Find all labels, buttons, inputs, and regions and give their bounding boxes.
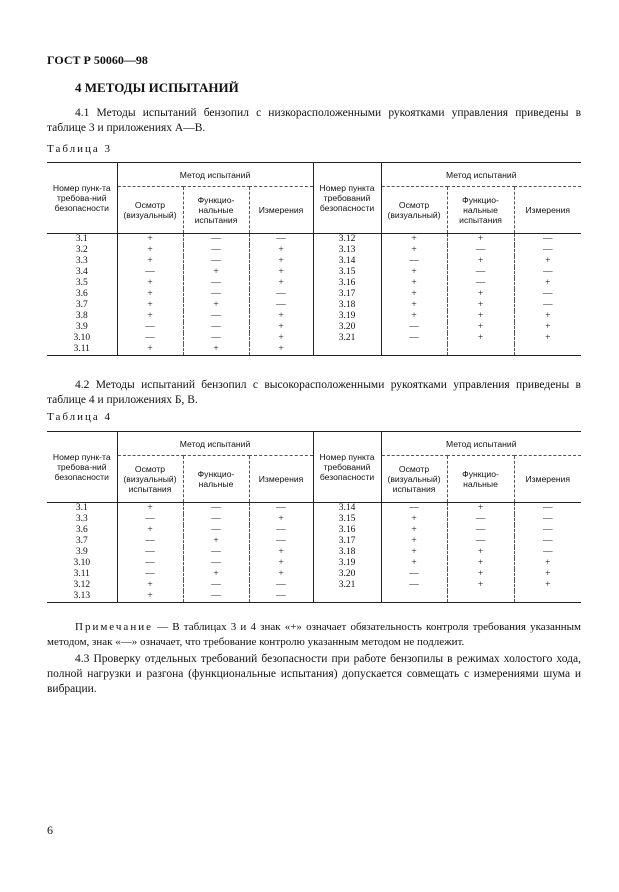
method-mark-cell: + xyxy=(249,311,313,322)
method-mark-cell: + xyxy=(545,558,551,568)
header-measurement: Измерения xyxy=(249,456,313,503)
note-label: Примечание xyxy=(75,621,153,633)
method-mark-cell: + xyxy=(249,344,313,356)
method-mark-cell: — xyxy=(183,289,249,300)
method-mark-cell: — xyxy=(543,234,553,244)
method-mark-cell: + xyxy=(117,300,183,311)
header-clause-number: Номер пунк-та требова-ний безопасности xyxy=(47,163,117,234)
header-functional: Функцио-нальные испытания xyxy=(447,187,514,234)
method-mark-cell: + xyxy=(447,256,514,267)
table-row xyxy=(47,333,581,344)
method-mark-cell: + xyxy=(545,569,551,579)
method-mark-cell: — xyxy=(183,514,249,525)
method-mark-cell: — xyxy=(183,245,249,256)
table-row xyxy=(47,300,581,311)
method-mark-cell: + xyxy=(249,322,313,333)
paragraph-4-1: 4.1 Методы испытаний бензопил с низкорасположенными рукоятками управления приведены в таблице 3 и приложениях А—В. xyxy=(47,107,581,134)
method-mark-cell: — xyxy=(447,267,514,278)
method-mark-cell xyxy=(514,591,581,603)
table-row xyxy=(47,525,581,536)
note-text: — В таблицах 3 и 4 знак «+» означает обязательность контроля требования указанным методом, знак «—» означает, что требование контролю указанным методом не подлежит. xyxy=(47,621,581,648)
method-mark-cell: + xyxy=(183,569,249,580)
method-mark-cell: + xyxy=(447,569,514,580)
method-mark-cell: + xyxy=(117,311,183,322)
method-mark-cell: + xyxy=(117,580,183,591)
section-title: 4 МЕТОДЫ ИСПЫТАНИЙ xyxy=(75,80,239,95)
method-mark-cell: — xyxy=(447,525,514,536)
method-mark-cell: + xyxy=(381,234,447,246)
method-mark-cell: + xyxy=(249,569,313,580)
table-row xyxy=(47,514,581,525)
method-mark-cell: + xyxy=(545,580,551,590)
table-row xyxy=(47,558,581,569)
method-mark-cell: + xyxy=(249,267,313,278)
method-mark-cell: — xyxy=(183,322,249,333)
method-mark-cell: — xyxy=(543,267,553,277)
clause-number-cell: 3.5 xyxy=(47,278,117,289)
table-row xyxy=(47,311,581,322)
clause-number-cell: 3.6 xyxy=(47,525,117,536)
header-measurement: Измерения xyxy=(249,187,313,234)
table-row xyxy=(47,580,581,591)
method-mark-cell xyxy=(514,344,581,356)
method-mark-cell: + xyxy=(381,311,447,322)
table-row xyxy=(47,267,581,278)
method-mark-cell: + xyxy=(447,300,514,311)
method-mark-cell: + xyxy=(447,503,514,515)
method-mark-cell: — xyxy=(183,503,249,515)
table-3 xyxy=(47,162,581,356)
method-mark-cell: — xyxy=(249,300,313,311)
clause-number-cell: 3.16 xyxy=(313,278,381,289)
method-mark-cell: — xyxy=(117,267,183,278)
method-mark-cell: — xyxy=(183,591,249,603)
method-mark-cell: + xyxy=(447,311,514,322)
method-mark-cell: + xyxy=(381,536,447,547)
clause-number-cell: 3.21 xyxy=(313,580,381,591)
table-row xyxy=(47,591,581,603)
method-mark-cell: + xyxy=(117,256,183,267)
method-mark-cell: — xyxy=(183,278,249,289)
clause-number-cell: 3.14 xyxy=(313,503,381,515)
clause-number-cell: 3.6 xyxy=(47,289,117,300)
clause-number-cell: 3.3 xyxy=(47,256,117,267)
method-mark-cell xyxy=(381,344,447,356)
method-mark-cell: — xyxy=(249,525,313,536)
method-mark-cell: + xyxy=(183,536,249,547)
header-clause-number: Номер пункта требований безопасности xyxy=(313,163,381,234)
method-mark-cell: — xyxy=(249,234,313,246)
clause-number-cell: 3.11 xyxy=(47,344,117,356)
method-mark-cell: — xyxy=(543,300,553,310)
method-mark-cell: — xyxy=(447,278,514,289)
clause-number-cell: 3.2 xyxy=(47,245,117,256)
table-row xyxy=(47,322,581,333)
method-mark-cell: + xyxy=(117,503,183,515)
table-row xyxy=(47,536,581,547)
method-mark-cell: + xyxy=(249,558,313,569)
method-mark-cell: — xyxy=(381,569,447,580)
document-header: ГОСТ Р 50060—98 xyxy=(47,53,148,67)
method-mark-cell: — xyxy=(249,289,313,300)
table3-body xyxy=(47,234,581,356)
method-mark-cell: + xyxy=(381,289,447,300)
clause-number-cell: 3.10 xyxy=(47,558,117,569)
clause-number-cell: 3.17 xyxy=(313,536,381,547)
method-mark-cell: + xyxy=(249,256,313,267)
table-row xyxy=(47,344,581,356)
header-inspection: Осмотр (визуальный) испытания xyxy=(381,456,447,503)
method-mark-cell: + xyxy=(447,558,514,569)
method-mark-cell: — xyxy=(381,322,447,333)
method-mark-cell: — xyxy=(183,234,249,246)
method-mark-cell: — xyxy=(543,245,553,255)
method-mark-cell: + xyxy=(249,333,313,344)
method-mark-cell: — xyxy=(381,580,447,591)
method-mark-cell: — xyxy=(543,503,553,513)
method-mark-cell: + xyxy=(381,558,447,569)
clause-number-cell: 3.7 xyxy=(47,536,117,547)
method-mark-cell: — xyxy=(543,536,553,546)
method-mark-cell: + xyxy=(183,267,249,278)
clause-number-cell: 3.17 xyxy=(313,289,381,300)
method-mark-cell: — xyxy=(183,256,249,267)
method-mark-cell: + xyxy=(545,256,551,266)
method-mark-cell: + xyxy=(381,245,447,256)
clause-number-cell: 3.7 xyxy=(47,300,117,311)
clause-number-cell: 3.9 xyxy=(47,322,117,333)
method-mark-cell: — xyxy=(117,322,183,333)
method-mark-cell: + xyxy=(117,278,183,289)
method-mark-cell: — xyxy=(183,580,249,591)
method-mark-cell: — xyxy=(543,289,553,299)
clause-number-cell: 3.19 xyxy=(313,311,381,322)
method-mark-cell: — xyxy=(183,311,249,322)
table-row xyxy=(47,547,581,558)
method-mark-cell: — xyxy=(117,514,183,525)
clause-number-cell: 3.10 xyxy=(47,333,117,344)
header-test-method: Метод испытаний xyxy=(117,163,313,187)
method-mark-cell: + xyxy=(249,547,313,558)
method-mark-cell: + xyxy=(381,514,447,525)
method-mark-cell: — xyxy=(249,503,313,515)
method-mark-cell: + xyxy=(117,234,183,246)
method-mark-cell: + xyxy=(117,289,183,300)
table-row xyxy=(47,569,581,580)
method-mark-cell: + xyxy=(545,311,551,321)
method-mark-cell: — xyxy=(543,547,553,557)
method-mark-cell: — xyxy=(183,525,249,536)
method-mark-cell: + xyxy=(249,278,313,289)
clause-number-cell: 3.18 xyxy=(313,300,381,311)
table3-label: Таблица 3 xyxy=(47,143,113,155)
clause-number-cell: 3.15 xyxy=(313,267,381,278)
method-mark-cell: — xyxy=(381,333,447,344)
clause-number-cell: 3.20 xyxy=(313,569,381,580)
clause-number-cell: 3.15 xyxy=(313,514,381,525)
header-inspection: Осмотр (визуальный) xyxy=(117,187,183,234)
header-inspection: Осмотр (визуальный) xyxy=(381,187,447,234)
clause-number-cell: 3.16 xyxy=(313,525,381,536)
clause-number-cell: 3.8 xyxy=(47,311,117,322)
header-functional: Функцио-нальные xyxy=(447,456,514,503)
method-mark-cell: — xyxy=(117,558,183,569)
clause-number-cell: 3.1 xyxy=(47,503,117,515)
header-functional: Функцио-нальные xyxy=(183,456,249,503)
clause-number-cell: 3.3 xyxy=(47,514,117,525)
page-number: 6 xyxy=(47,823,53,837)
method-mark-cell: + xyxy=(447,234,514,246)
clause-number-cell: 3.12 xyxy=(47,580,117,591)
table4-body xyxy=(47,503,581,603)
header-test-method: Метод испытаний xyxy=(117,432,313,456)
method-mark-cell: — xyxy=(381,256,447,267)
method-mark-cell: — xyxy=(117,547,183,558)
table-row xyxy=(47,256,581,267)
method-mark-cell: + xyxy=(447,547,514,558)
method-mark-cell: + xyxy=(117,344,183,356)
method-mark-cell: + xyxy=(447,289,514,300)
method-mark-cell: + xyxy=(381,525,447,536)
header-clause-number: Номер пунк-та требова-ний безопасности xyxy=(47,432,117,503)
method-mark-cell: + xyxy=(117,525,183,536)
method-mark-cell: + xyxy=(381,300,447,311)
method-mark-cell: — xyxy=(249,580,313,591)
clause-number-cell: 3.4 xyxy=(47,267,117,278)
method-mark-cell: + xyxy=(447,322,514,333)
method-mark-cell: + xyxy=(381,547,447,558)
method-mark-cell: — xyxy=(447,536,514,547)
method-mark-cell: — xyxy=(183,558,249,569)
method-mark-cell: + xyxy=(447,333,514,344)
clause-number-cell: 3.13 xyxy=(313,245,381,256)
method-mark-cell: + xyxy=(545,333,551,343)
method-mark-cell: + xyxy=(381,278,447,289)
method-mark-cell: — xyxy=(249,536,313,547)
method-mark-cell: — xyxy=(117,536,183,547)
table-row xyxy=(47,278,581,289)
table4-label: Таблица 4 xyxy=(47,411,113,423)
table-row xyxy=(47,245,581,256)
paragraph-4-3: 4.3 Проверку отдельных требований безопасности при работе бензопилы в режимах холостого хода, полной нагрузки и разгона (функциональные испытания) допускается совмещать с измерениями шума и вибрации. xyxy=(47,653,581,695)
method-mark-cell: — xyxy=(543,525,553,535)
method-mark-cell xyxy=(447,344,514,356)
method-mark-cell: — xyxy=(183,333,249,344)
method-mark-cell: — xyxy=(117,569,183,580)
method-mark-cell: + xyxy=(447,580,514,591)
table-row xyxy=(47,289,581,300)
header-measurement: Измерения xyxy=(514,456,581,503)
table-4 xyxy=(47,431,581,603)
method-mark-cell: — xyxy=(117,333,183,344)
header-clause-number: Номер пункта требований безопасности xyxy=(313,432,381,503)
method-mark-cell: — xyxy=(249,591,313,603)
method-mark-cell: — xyxy=(447,514,514,525)
clause-number-cell: 3.11 xyxy=(47,569,117,580)
clause-number-cell: 3.18 xyxy=(313,547,381,558)
method-mark-cell: + xyxy=(381,267,447,278)
method-mark-cell xyxy=(381,591,447,603)
table-row xyxy=(47,234,581,246)
method-mark-cell xyxy=(447,591,514,603)
clause-number-cell xyxy=(313,344,381,356)
method-mark-cell: — xyxy=(381,503,447,515)
clause-number-cell: 3.21 xyxy=(313,333,381,344)
header-test-method: Метод испытаний xyxy=(381,163,581,187)
table-row xyxy=(47,503,581,515)
method-mark-cell: — xyxy=(543,514,553,524)
clause-number-cell: 3.13 xyxy=(47,591,117,603)
method-mark-cell: — xyxy=(447,245,514,256)
clause-number-cell: 3.19 xyxy=(313,558,381,569)
method-mark-cell: + xyxy=(183,300,249,311)
header-functional: Функцио-нальные испытания xyxy=(183,187,249,234)
clause-number-cell: 3.1 xyxy=(47,234,117,246)
method-mark-cell: + xyxy=(117,591,183,603)
method-mark-cell: + xyxy=(117,245,183,256)
method-mark-cell: + xyxy=(183,344,249,356)
clause-number-cell: 3.9 xyxy=(47,547,117,558)
method-mark-cell: + xyxy=(249,514,313,525)
paragraph-4-2: 4.2 Методы испытаний бензопил с высокорасположенными рукоятками управления приведены в таблице 4 и приложениях Б, В. xyxy=(47,379,581,406)
method-mark-cell: + xyxy=(249,245,313,256)
header-test-method: Метод испытаний xyxy=(381,432,581,456)
method-mark-cell: + xyxy=(545,278,551,288)
clause-number-cell xyxy=(313,591,381,603)
header-measurement: Измерения xyxy=(514,187,581,234)
clause-number-cell: 3.14 xyxy=(313,256,381,267)
clause-number-cell: 3.12 xyxy=(313,234,381,246)
method-mark-cell: — xyxy=(183,547,249,558)
clause-number-cell: 3.20 xyxy=(313,322,381,333)
table-note xyxy=(47,620,581,650)
header-inspection: Осмотр (визуальный) испытания xyxy=(117,456,183,503)
method-mark-cell: + xyxy=(545,322,551,332)
